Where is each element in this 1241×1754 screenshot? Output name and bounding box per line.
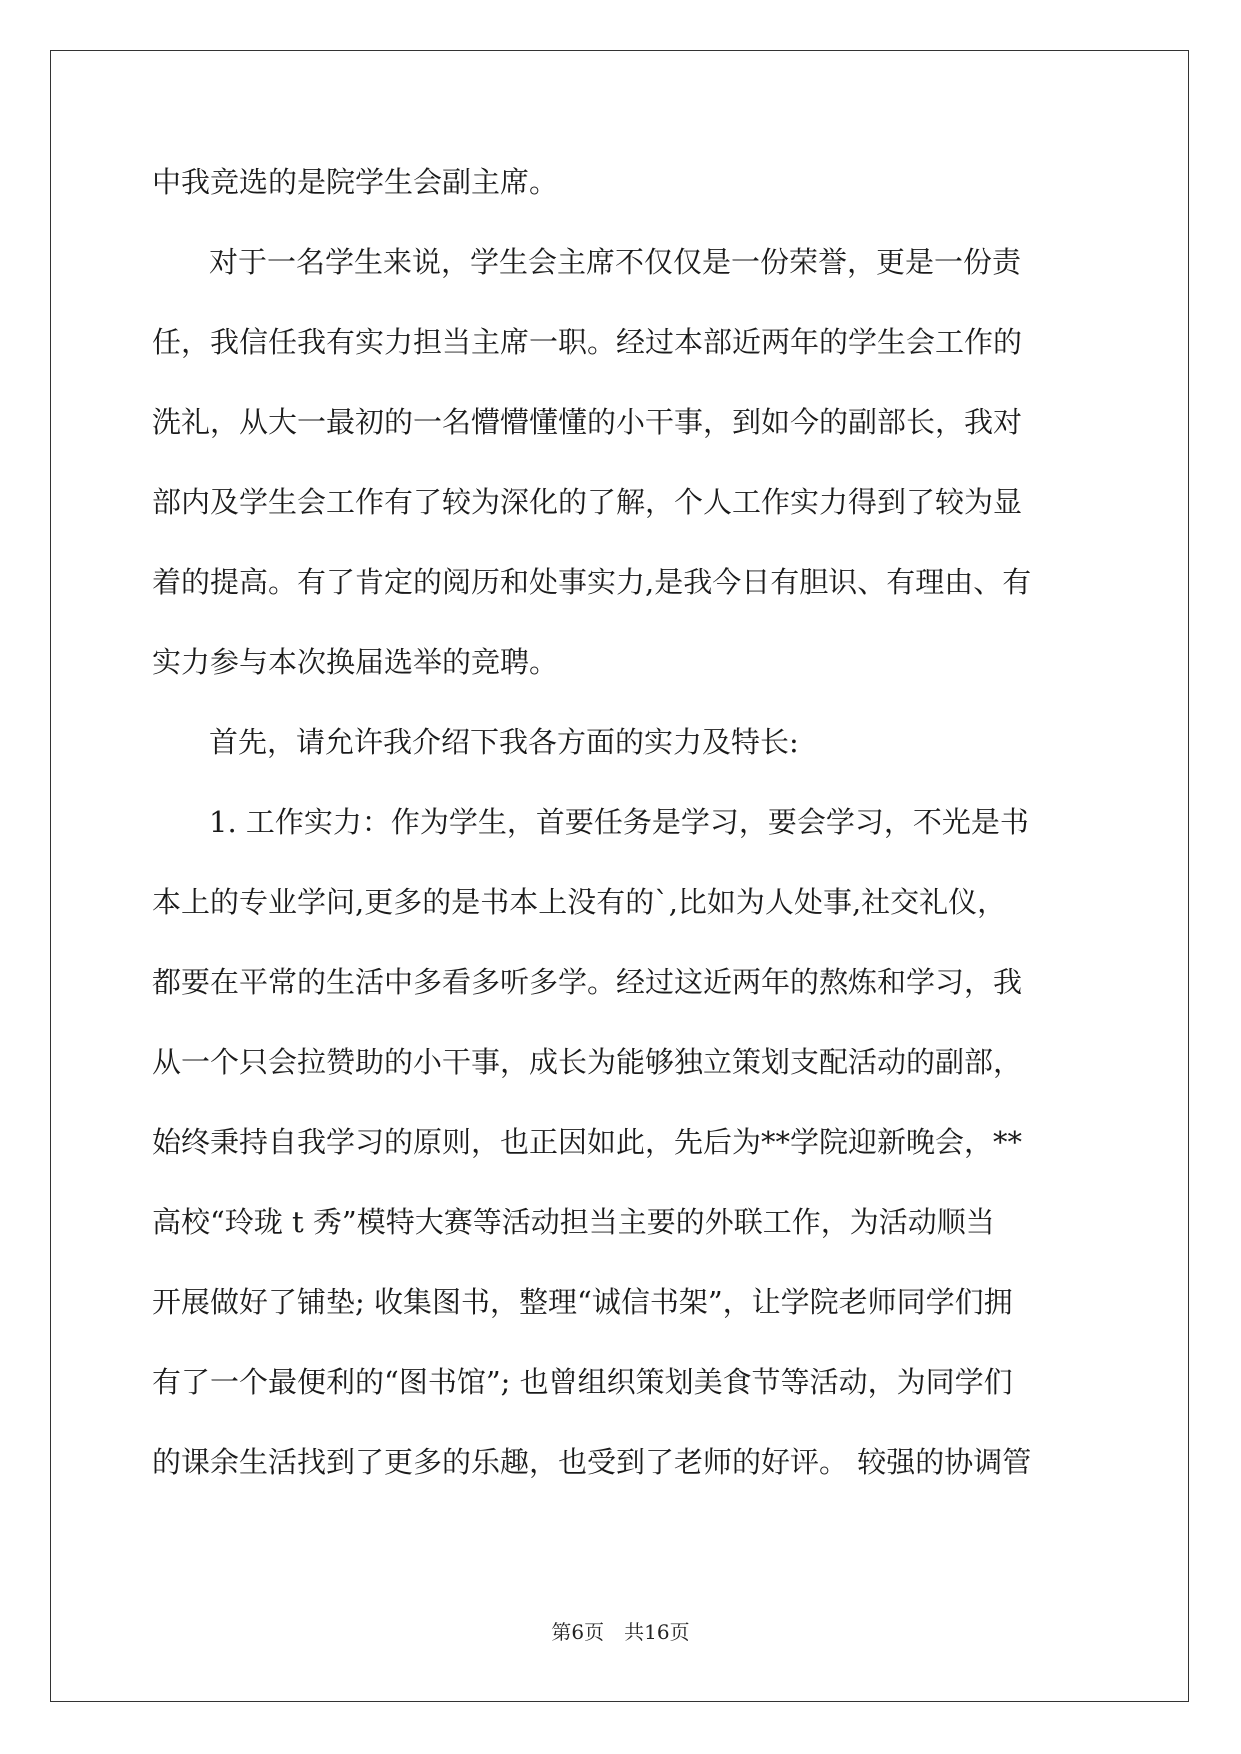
page-number: 第6页 xyxy=(551,1620,605,1644)
text-line: 任，我信任我有实力担当主席一职。经过本部近两年的学生会工作的 xyxy=(152,325,1023,359)
text-line: 着的提高。有了肯定的阅历和处事实力,是我今日有胆识、有理由、有 xyxy=(152,565,1032,599)
text-line: 有了一个最便利的“图书馆”; 也曾组织策划美食节等活动，为同学们 xyxy=(152,1365,1013,1399)
text-line: 1. 工作实力：作为学生，首要任务是学习，要会学习，不光是书 xyxy=(209,805,1029,839)
text-line: 开展做好了铺垫; 收集图书，整理“诚信书架”，让学院老师同学们拥 xyxy=(152,1285,1013,1319)
text-line: 从一个只会拉赞助的小干事，成长为能够独立策划支配活动的副部， xyxy=(152,1045,1023,1079)
text-line: 高校“玲珑 t 秀”模特大赛等活动担当主要的外联工作，为活动顺当 xyxy=(152,1205,995,1239)
page-total: 共16页 xyxy=(624,1620,690,1644)
text-line: 洗礼，从大一最初的一名懵懵懂懂的小干事，到如今的副部长，我对 xyxy=(152,405,1023,439)
text-line: 部内及学生会工作有了较为深化的了解，个人工作实力得到了较为显 xyxy=(152,485,1023,519)
text-line: 都要在平常的生活中多看多听多学。经过这近两年的熬炼和学习，我 xyxy=(152,965,1023,999)
text-line: 始终秉持自我学习的原则，也正因如此，先后为**学院迎新晚会，** xyxy=(152,1125,1023,1159)
text-line: 的课余生活找到了更多的乐趣，也受到了老师的好评。 较强的协调管 xyxy=(152,1445,1032,1479)
text-line: 对于一名学生来说，学生会主席不仅仅是一份荣誉，更是一份责 xyxy=(209,245,1022,279)
text-line: 本上的专业学问,更多的是书本上没有的`,比如为人处事,社交礼仪， xyxy=(152,885,1007,919)
text-line: 实力参与本次换届选举的竞聘。 xyxy=(152,645,559,679)
text-line: 首先，请允许我介绍下我各方面的实力及特长: xyxy=(209,725,799,759)
page-footer xyxy=(0,1618,1241,1646)
text-line: 中我竞选的是院学生会副主席。 xyxy=(152,165,559,199)
